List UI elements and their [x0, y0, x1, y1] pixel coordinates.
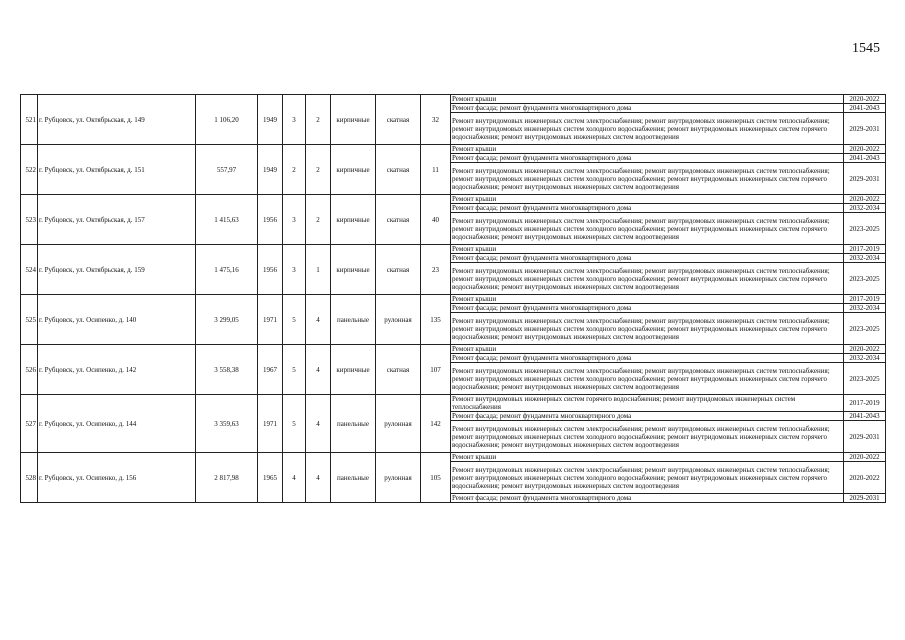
- row-number: 528: [21, 453, 38, 503]
- roof-type-cell: скатная: [376, 345, 421, 395]
- area-cell: 3 299,05: [196, 295, 258, 345]
- work-description-cell: Ремонт внутридомовых инженерных систем электроснабжения; ремонт внутридомовых инженерных систем теплоснабжения; ремонт внутридомовых инженерных систем холодного водоснабжения; ремонт внутридомовых инженерных систем горячего водоснабжения; ремонт внутридомовых инженерных систем водоотведения: [451, 113, 844, 145]
- work-period-cell: 2041-2043: [844, 412, 886, 421]
- work-period-cell: 2017-2019: [844, 295, 886, 304]
- area-cell: 2 817,98: [196, 453, 258, 503]
- entrances-cell: 2: [306, 145, 331, 195]
- year-cell: 1949: [258, 95, 283, 145]
- wall-material-cell: панельные: [331, 453, 376, 503]
- address-cell: г. Рубцовск, ул. Октябрьская, д. 157: [38, 195, 196, 245]
- work-period-cell: 2017-2019: [844, 245, 886, 254]
- work-period-cell: 2041-2043: [844, 104, 886, 113]
- floors-cell: 3: [283, 95, 306, 145]
- entrances-cell: 4: [306, 453, 331, 503]
- residents-cell: 142: [421, 395, 451, 453]
- area-cell: 557,97: [196, 145, 258, 195]
- work-description-cell: Ремонт внутридомовых инженерных систем электроснабжения; ремонт внутридомовых инженерных систем теплоснабжения; ремонт внутридомовых инженерных систем холодного водоснабжения; ремонт внутридомовых инженерных систем горячего водоснабжения; ремонт внутридомовых инженерных систем водоотведения: [451, 421, 844, 453]
- work-description-cell: Ремонт внутридомовых инженерных систем электроснабжения; ремонт внутридомовых инженерных систем теплоснабжения; ремонт внутридомовых инженерных систем холодного водоснабжения; ремонт внутридомовых инженерных систем горячего водоснабжения; ремонт внутридомовых инженерных систем водоотведения: [451, 462, 844, 494]
- residents-cell: 40: [421, 195, 451, 245]
- work-period-cell: 2032-2034: [844, 204, 886, 213]
- wall-material-cell: кирпичные: [331, 245, 376, 295]
- work-description-cell: Ремонт крыши: [451, 195, 844, 204]
- address-cell: г. Рубцовск, ул. Осипенко, д. 142: [38, 345, 196, 395]
- work-period-cell: 2023-2025: [844, 363, 886, 395]
- row-number: 525: [21, 295, 38, 345]
- residents-cell: 23: [421, 245, 451, 295]
- floors-cell: 3: [283, 245, 306, 295]
- floors-cell: 4: [283, 453, 306, 503]
- work-description-cell: Ремонт фасада; ремонт фундамента многоквартирного дома: [451, 154, 844, 163]
- roof-type-cell: скатная: [376, 95, 421, 145]
- residents-cell: 32: [421, 95, 451, 145]
- address-cell: г. Рубцовск, ул. Октябрьская, д. 159: [38, 245, 196, 295]
- floors-cell: 3: [283, 195, 306, 245]
- year-cell: 1956: [258, 195, 283, 245]
- year-cell: 1949: [258, 145, 283, 195]
- work-description-cell: Ремонт фасада; ремонт фундамента многоквартирного дома: [451, 412, 844, 421]
- area-cell: 1 106,20: [196, 95, 258, 145]
- table-row: [21, 245, 886, 254]
- work-period-cell: 2020-2022: [844, 95, 886, 104]
- wall-material-cell: кирпичные: [331, 145, 376, 195]
- work-period-cell: 2023-2025: [844, 213, 886, 245]
- year-cell: 1967: [258, 345, 283, 395]
- row-number: 522: [21, 145, 38, 195]
- row-number: 527: [21, 395, 38, 453]
- work-description-cell: Ремонт фасада; ремонт фундамента многоквартирного дома: [451, 254, 844, 263]
- wall-material-cell: панельные: [331, 395, 376, 453]
- table-row: [21, 395, 886, 412]
- work-period-cell: 2029-2031: [844, 163, 886, 195]
- work-description-cell: Ремонт внутридомовых инженерных систем горячего водоснабжения; ремонт внутридомовых инженерных систем теплоснабжения: [451, 395, 844, 412]
- roof-type-cell: рулонная: [376, 295, 421, 345]
- roof-type-cell: скатная: [376, 245, 421, 295]
- work-period-cell: 2020-2022: [844, 145, 886, 154]
- row-number: 521: [21, 95, 38, 145]
- floors-cell: 5: [283, 395, 306, 453]
- table-body: [21, 95, 886, 503]
- table-row: [21, 145, 886, 154]
- floors-cell: 5: [283, 345, 306, 395]
- work-period-cell: 2041-2043: [844, 154, 886, 163]
- work-period-cell: 2029-2031: [844, 494, 886, 503]
- table-row: [21, 345, 886, 354]
- area-cell: 1 415,63: [196, 195, 258, 245]
- residents-cell: 11: [421, 145, 451, 195]
- wall-material-cell: кирпичные: [331, 195, 376, 245]
- year-cell: 1965: [258, 453, 283, 503]
- wall-material-cell: панельные: [331, 295, 376, 345]
- work-description-cell: Ремонт фасада; ремонт фундамента многоквартирного дома: [451, 204, 844, 213]
- entrances-cell: 4: [306, 345, 331, 395]
- work-description-cell: Ремонт крыши: [451, 345, 844, 354]
- work-period-cell: 2029-2031: [844, 113, 886, 145]
- work-period-cell: 2017-2019: [844, 395, 886, 412]
- work-period-cell: 2020-2022: [844, 195, 886, 204]
- residents-cell: 105: [421, 453, 451, 503]
- roof-type-cell: скатная: [376, 145, 421, 195]
- work-description-cell: Ремонт крыши: [451, 453, 844, 462]
- work-period-cell: 2020-2022: [844, 453, 886, 462]
- residents-cell: 135: [421, 295, 451, 345]
- table-row: [21, 95, 886, 104]
- work-description-cell: Ремонт фасада; ремонт фундамента многоквартирного дома: [451, 494, 844, 503]
- area-cell: 3 359,63: [196, 395, 258, 453]
- table-row: [21, 195, 886, 204]
- year-cell: 1971: [258, 395, 283, 453]
- page-number: 1545: [852, 41, 880, 56]
- year-cell: 1956: [258, 245, 283, 295]
- table-row: [21, 295, 886, 304]
- area-cell: 3 558,38: [196, 345, 258, 395]
- work-period-cell: 2020-2022: [844, 462, 886, 494]
- work-description-cell: Ремонт внутридомовых инженерных систем электроснабжения; ремонт внутридомовых инженерных систем теплоснабжения; ремонт внутридомовых инженерных систем холодного водоснабжения; ремонт внутридомовых инженерных систем горячего водоснабжения; ремонт внутридомовых инженерных систем водоотведения: [451, 213, 844, 245]
- floors-cell: 5: [283, 295, 306, 345]
- roof-type-cell: скатная: [376, 195, 421, 245]
- work-period-cell: 2023-2025: [844, 313, 886, 345]
- entrances-cell: 4: [306, 395, 331, 453]
- work-description-cell: Ремонт внутридомовых инженерных систем электроснабжения; ремонт внутридомовых инженерных систем теплоснабжения; ремонт внутридомовых инженерных систем холодного водоснабжения; ремонт внутридомовых инженерных систем горячего водоснабжения; ремонт внутридомовых инженерных систем водоотведения: [451, 263, 844, 295]
- entrances-cell: 1: [306, 245, 331, 295]
- work-period-cell: 2023-2025: [844, 263, 886, 295]
- residents-cell: 107: [421, 345, 451, 395]
- area-cell: 1 475,16: [196, 245, 258, 295]
- work-period-cell: 2032-2034: [844, 354, 886, 363]
- address-cell: г. Рубцовск, ул. Октябрьская, д. 149: [38, 95, 196, 145]
- work-description-cell: Ремонт крыши: [451, 245, 844, 254]
- entrances-cell: 2: [306, 95, 331, 145]
- address-cell: г. Рубцовск, ул. Осипенко, д. 156: [38, 453, 196, 503]
- table-row: [21, 453, 886, 462]
- row-number: 523: [21, 195, 38, 245]
- address-cell: г. Рубцовск, ул. Октябрьская, д. 151: [38, 145, 196, 195]
- entrances-cell: 4: [306, 295, 331, 345]
- wall-material-cell: кирпичные: [331, 345, 376, 395]
- work-description-cell: Ремонт крыши: [451, 95, 844, 104]
- work-description-cell: Ремонт крыши: [451, 145, 844, 154]
- address-cell: г. Рубцовск, ул. Осипенко, д. 144: [38, 395, 196, 453]
- floors-cell: 2: [283, 145, 306, 195]
- work-period-cell: 2032-2034: [844, 254, 886, 263]
- row-number: 524: [21, 245, 38, 295]
- work-period-cell: 2029-2031: [844, 421, 886, 453]
- work-description-cell: Ремонт фасада; ремонт фундамента многоквартирного дома: [451, 104, 844, 113]
- work-period-cell: 2020-2022: [844, 345, 886, 354]
- work-description-cell: Ремонт фасада; ремонт фундамента многоквартирного дома: [451, 304, 844, 313]
- address-cell: г. Рубцовск, ул. Осипенко, д. 140: [38, 295, 196, 345]
- row-number: 526: [21, 345, 38, 395]
- wall-material-cell: кирпичные: [331, 95, 376, 145]
- roof-type-cell: рулонная: [376, 453, 421, 503]
- year-cell: 1971: [258, 295, 283, 345]
- work-period-cell: 2032-2034: [844, 304, 886, 313]
- work-description-cell: Ремонт фасада; ремонт фундамента многоквартирного дома: [451, 354, 844, 363]
- entrances-cell: 2: [306, 195, 331, 245]
- work-description-cell: Ремонт крыши: [451, 295, 844, 304]
- roof-type-cell: рулонная: [376, 395, 421, 453]
- work-description-cell: Ремонт внутридомовых инженерных систем электроснабжения; ремонт внутридомовых инженерных систем теплоснабжения; ремонт внутридомовых инженерных систем холодного водоснабжения; ремонт внутридомовых инженерных систем горячего водоснабжения; ремонт внутридомовых инженерных систем водоотведения: [451, 313, 844, 345]
- work-description-cell: Ремонт внутридомовых инженерных систем электроснабжения; ремонт внутридомовых инженерных систем теплоснабжения; ремонт внутридомовых инженерных систем холодного водоснабжения; ремонт внутридомовых инженерных систем горячего водоснабжения; ремонт внутридомовых инженерных систем водоотведения: [451, 163, 844, 195]
- capital-repair-table: [20, 94, 886, 503]
- work-description-cell: Ремонт внутридомовых инженерных систем электроснабжения; ремонт внутридомовых инженерных систем теплоснабжения; ремонт внутридомовых инженерных систем холодного водоснабжения; ремонт внутридомовых инженерных систем горячего водоснабжения; ремонт внутридомовых инженерных систем водоотведения: [451, 363, 844, 395]
